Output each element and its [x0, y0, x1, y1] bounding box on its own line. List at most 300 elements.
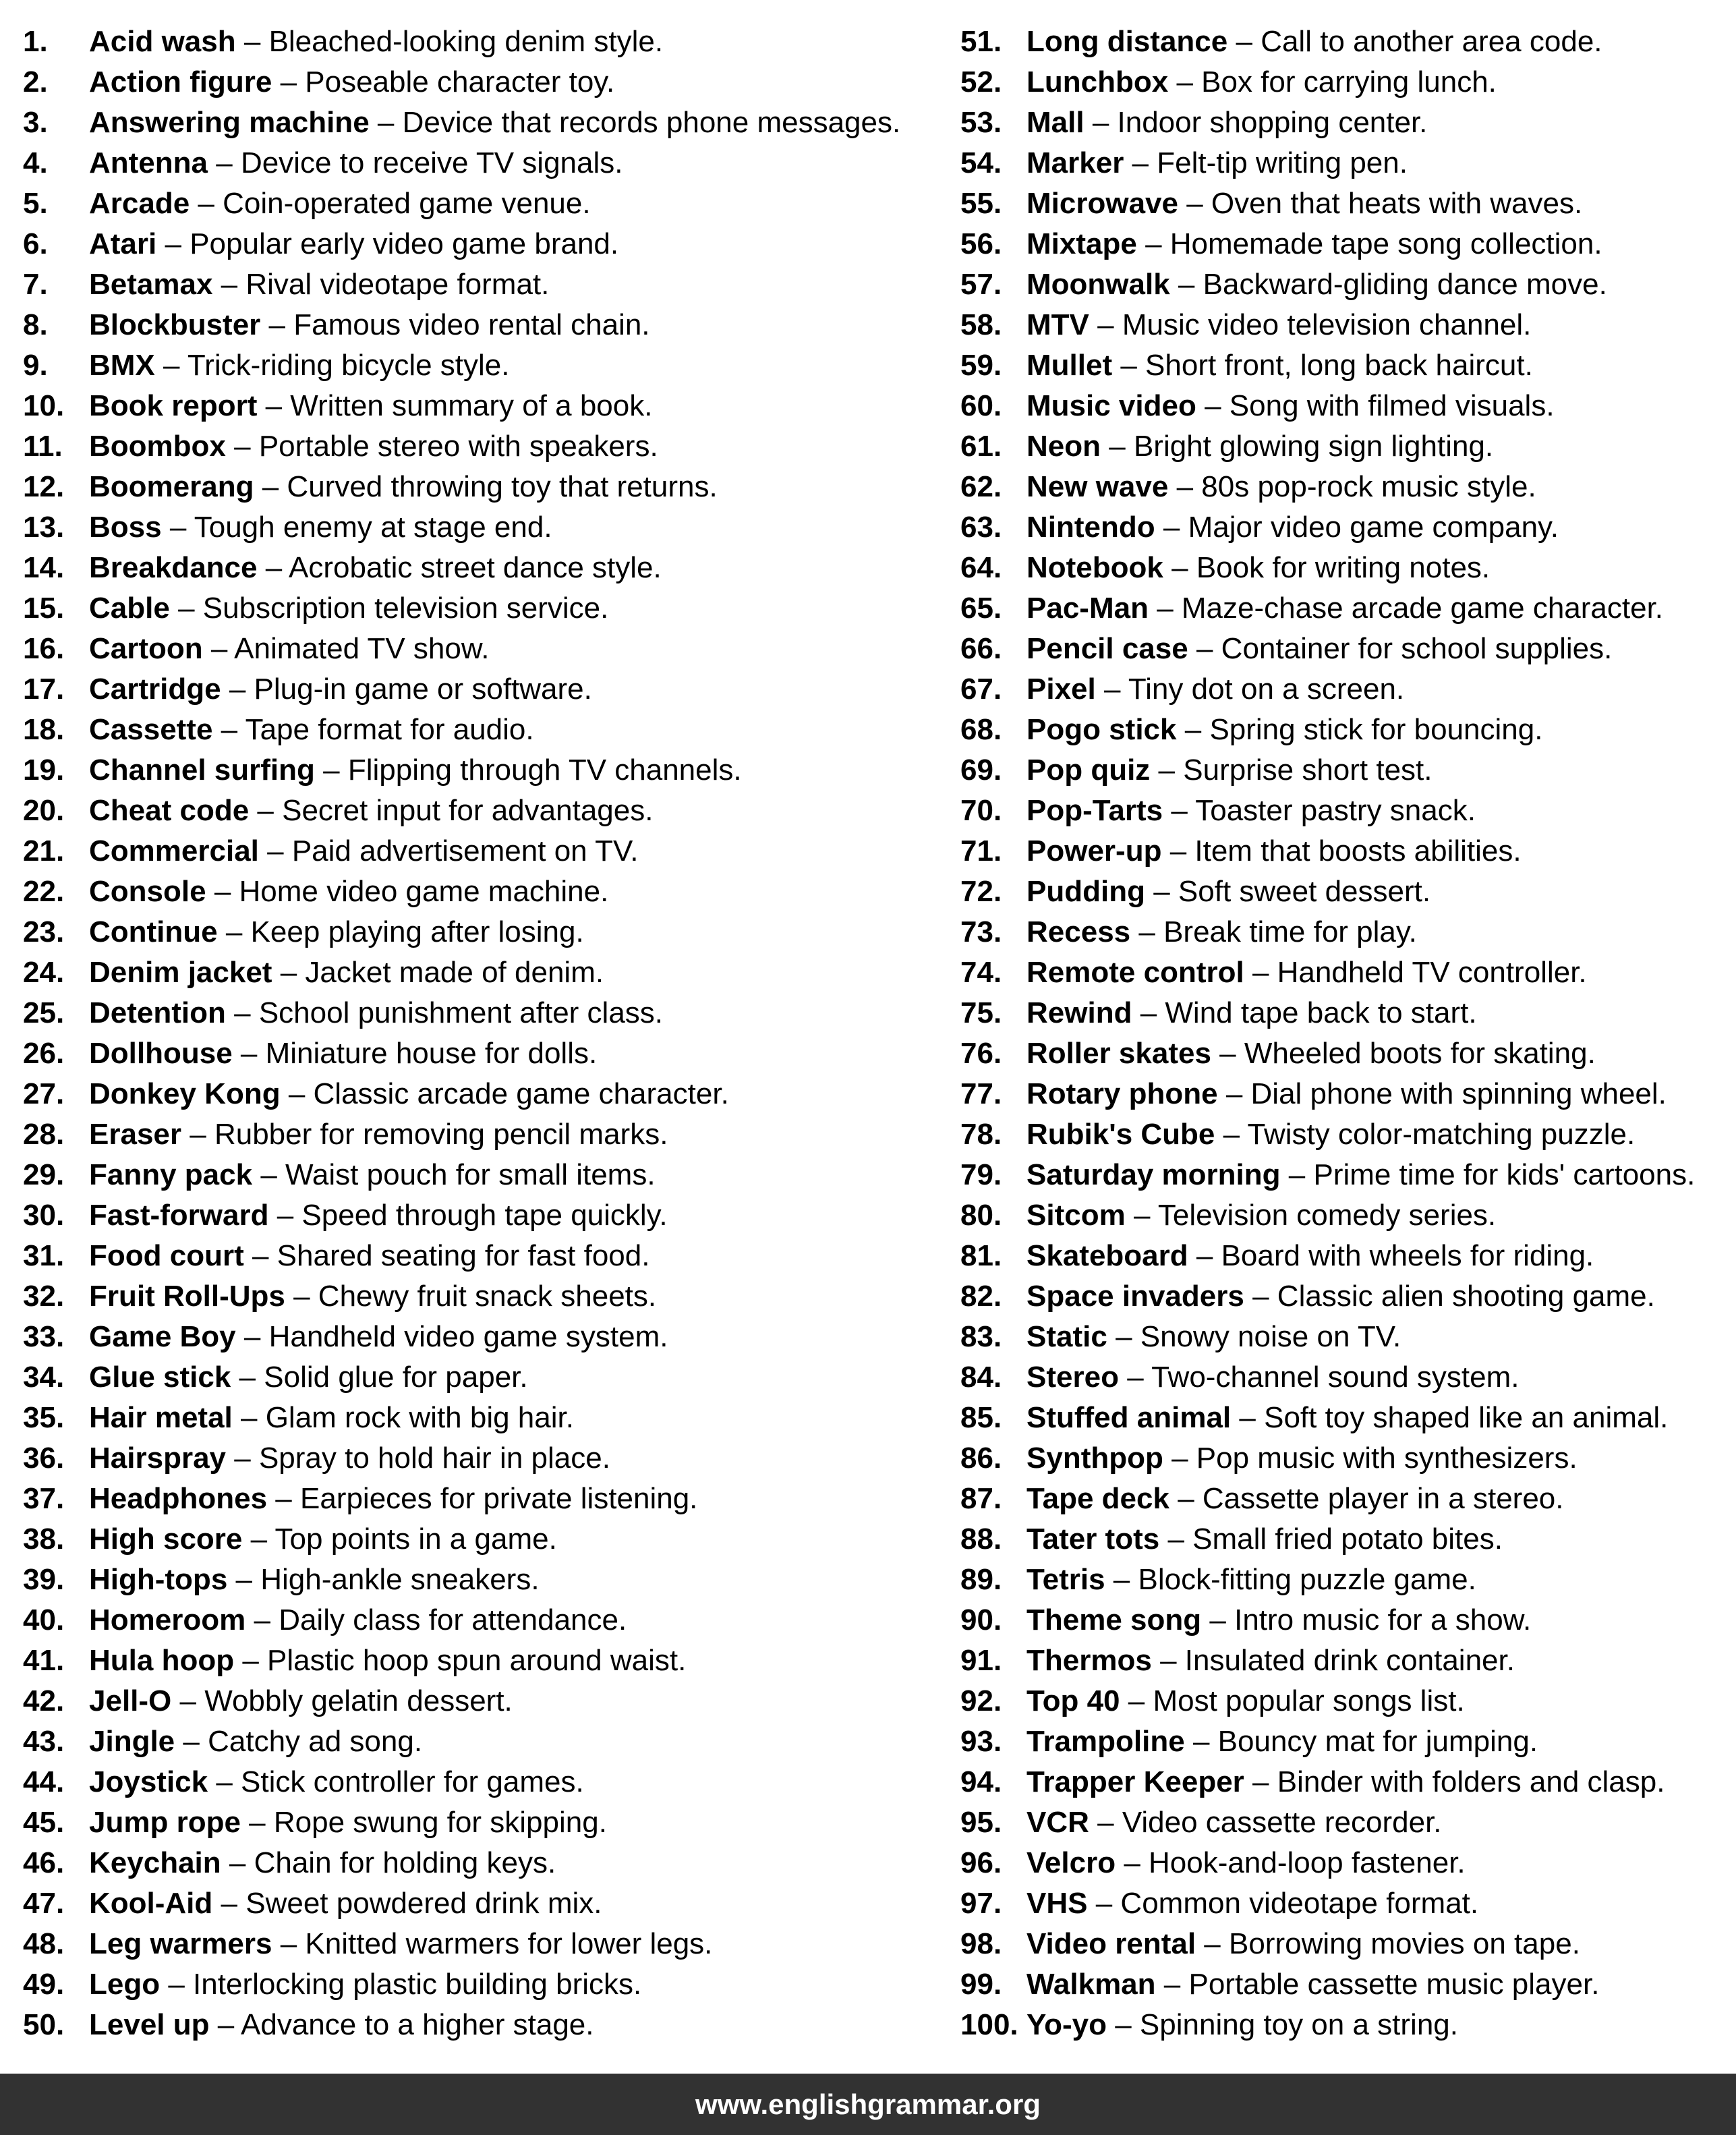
item-definition: Book for writing notes. [1196, 551, 1491, 584]
item-text [89, 1398, 574, 1438]
list-column-left [23, 22, 927, 2045]
item-term: Cartoon [89, 632, 203, 665]
item-number: 29. [23, 1158, 65, 1191]
item-number: 38. [23, 1522, 65, 1556]
item-number: 76. [960, 1037, 1002, 1070]
item-definition: Solid glue for paper. [264, 1361, 528, 1394]
item-separator: – [1204, 1927, 1229, 1960]
item-text [1026, 1721, 1538, 1762]
item-separator: – [1113, 1563, 1138, 1596]
item-number: 77. [960, 1077, 1002, 1110]
item-number: 90. [960, 1603, 1002, 1636]
item-term: Cheat code [89, 794, 250, 827]
item-number: 52. [960, 65, 1002, 98]
item-text [89, 952, 604, 993]
item-text [89, 1357, 528, 1398]
item-definition: Dial phone with spinning wheel. [1250, 1077, 1667, 1110]
item-separator: – [1223, 1118, 1248, 1151]
item-definition: Backward-gliding dance move. [1203, 268, 1607, 301]
item-separator: – [275, 1482, 300, 1515]
item-term: Atari [89, 227, 157, 260]
item-separator: – [1192, 1725, 1218, 1758]
list-item [23, 1357, 927, 1398]
item-separator: – [1153, 875, 1178, 908]
item-definition: Call to another area code. [1261, 25, 1602, 58]
item-separator: – [1178, 1482, 1203, 1515]
item-term: Detention [89, 996, 226, 1029]
list-item [23, 710, 927, 750]
item-number: 5. [23, 187, 48, 220]
item-separator: – [265, 389, 291, 422]
item-term: Pop-Tarts [1026, 794, 1163, 827]
item-term: Mullet [1026, 349, 1113, 382]
item-definition: Major video game company. [1188, 511, 1559, 544]
item-term: Lunchbox [1026, 65, 1169, 98]
item-term: Mall [1026, 106, 1084, 139]
item-definition: Classic alien shooting game. [1277, 1280, 1655, 1313]
list-item [960, 1641, 1729, 1681]
item-definition: Video cassette recorder. [1122, 1806, 1442, 1839]
item-number: 63. [960, 511, 1002, 544]
list-item [23, 2005, 927, 2045]
item-text [1026, 183, 1582, 224]
item-number: 21. [23, 834, 65, 867]
item-definition: Felt-tip writing pen. [1157, 146, 1408, 179]
item-text [89, 912, 584, 952]
item-separator: – [293, 1280, 318, 1313]
item-text [1026, 224, 1602, 264]
item-text [89, 710, 534, 750]
item-term: Velcro [1026, 1846, 1116, 1879]
item-separator: – [240, 1037, 266, 1070]
list-item [960, 345, 1729, 386]
item-term: Eraser [89, 1118, 182, 1151]
item-separator: – [1176, 65, 1202, 98]
list-item [960, 1560, 1729, 1600]
item-text [89, 264, 549, 305]
item-definition: Chewy fruit snack sheets. [318, 1280, 657, 1313]
item-separator: – [235, 1563, 261, 1596]
list-item [23, 872, 927, 912]
item-text [1026, 1114, 1635, 1155]
item-number: 17. [23, 673, 65, 706]
item-definition: Keep playing after losing. [250, 915, 584, 948]
item-number: 7. [23, 268, 48, 301]
item-term: Video rental [1026, 1927, 1196, 1960]
item-term: Denim jacket [89, 956, 272, 989]
item-number: 8. [23, 308, 48, 341]
item-definition: Homemade tape song collection. [1169, 227, 1602, 260]
item-definition: Handheld TV controller. [1277, 956, 1587, 989]
item-separator: – [254, 1603, 279, 1636]
item-definition: Popular early video game brand. [190, 227, 619, 260]
item-number: 55. [960, 187, 1002, 220]
list-item [23, 831, 927, 872]
item-separator: – [1205, 389, 1229, 422]
item-separator: – [234, 430, 259, 463]
item-separator: – [1095, 1887, 1121, 1920]
item-separator: – [183, 1725, 208, 1758]
list-item [960, 872, 1729, 912]
item-definition: Oven that heats with waves. [1211, 187, 1583, 220]
item-text [1026, 1641, 1515, 1681]
list-item [23, 426, 927, 467]
item-text [1026, 1762, 1665, 1802]
list-item [960, 62, 1729, 103]
item-text [89, 872, 608, 912]
item-number: 71. [960, 834, 1002, 867]
item-term: Leg warmers [89, 1927, 272, 1960]
list-item [23, 1560, 927, 1600]
item-term: Walkman [1026, 1968, 1156, 2001]
list-item [960, 791, 1729, 831]
item-separator: – [214, 875, 239, 908]
item-text [89, 22, 663, 62]
item-term: Boomerang [89, 470, 254, 503]
item-separator: – [1163, 511, 1188, 544]
list-item [23, 669, 927, 710]
item-number: 53. [960, 106, 1002, 139]
item-term: Yo-yo [1026, 2008, 1107, 2041]
item-separator: – [1133, 1199, 1158, 1232]
item-text [1026, 710, 1542, 750]
item-term: Notebook [1026, 551, 1163, 584]
item-text [89, 1802, 607, 1843]
item-separator: – [1171, 794, 1196, 827]
list-item [23, 305, 927, 345]
item-text [1026, 386, 1555, 426]
item-number: 78. [960, 1118, 1002, 1151]
item-number: 14. [23, 551, 65, 584]
item-term: Stuffed animal [1026, 1401, 1232, 1434]
item-term: Tape deck [1026, 1482, 1169, 1515]
item-definition: Wheeled boots for skating. [1244, 1037, 1596, 1070]
item-separator: – [242, 1644, 268, 1677]
item-number: 10. [23, 389, 65, 422]
item-separator: – [1128, 1684, 1153, 1717]
item-separator: – [267, 834, 292, 867]
item-separator: – [234, 1442, 259, 1475]
item-text [89, 1033, 597, 1074]
item-term: Nintendo [1026, 511, 1155, 544]
item-term: Game Boy [89, 1320, 236, 1353]
item-text [1026, 1924, 1580, 1964]
item-separator: – [1092, 106, 1118, 139]
item-definition: Paid advertisement on TV. [291, 834, 639, 867]
item-separator: – [288, 1077, 314, 1110]
item-text [89, 1560, 540, 1600]
item-definition: Soft sweet dessert. [1178, 875, 1431, 908]
list-item [960, 507, 1729, 548]
list-item [960, 1438, 1729, 1479]
item-term: Food court [89, 1239, 244, 1272]
item-number: 67. [960, 673, 1002, 706]
item-term: Level up [89, 2008, 210, 2041]
item-definition: Advance to a higher stage. [241, 2008, 594, 2041]
footer-url[interactable]: www.englishgrammar.org [695, 2088, 1041, 2120]
item-separator: – [268, 308, 294, 341]
item-text [1026, 993, 1477, 1033]
item-separator: – [280, 956, 306, 989]
item-text [1026, 912, 1417, 952]
item-separator: – [1171, 551, 1196, 584]
item-text [1026, 1357, 1519, 1398]
item-term: Pop quiz [1026, 753, 1151, 787]
item-text [89, 345, 510, 386]
item-definition: Block-fitting puzzle game. [1138, 1563, 1476, 1596]
item-definition: Acrobatic street dance style. [289, 551, 662, 584]
item-definition: Cassette player in a stereo. [1202, 1482, 1564, 1515]
item-number: 19. [23, 753, 65, 787]
item-term: Pixel [1026, 673, 1096, 706]
list-item [23, 588, 927, 629]
item-separator: – [1186, 187, 1211, 220]
item-text [89, 305, 650, 345]
list-item [960, 1317, 1729, 1357]
item-text [1026, 629, 1612, 669]
item-term: Jell-O [89, 1684, 172, 1717]
item-number: 22. [23, 875, 65, 908]
item-separator: – [243, 1320, 269, 1353]
list-item [960, 1276, 1729, 1317]
item-term: Cable [89, 592, 170, 625]
item-number: 86. [960, 1442, 1002, 1475]
item-term: Cartridge [89, 673, 221, 706]
item-definition: Snowy noise on TV. [1140, 1320, 1401, 1353]
item-term: Fanny pack [89, 1158, 253, 1191]
item-term: Antenna [89, 146, 208, 179]
item-number: 69. [960, 753, 1002, 787]
item-number: 95. [960, 1806, 1002, 1839]
list-item [960, 993, 1729, 1033]
item-definition: Insulated drink container. [1184, 1644, 1515, 1677]
item-term: Sitcom [1026, 1199, 1126, 1232]
item-definition: Rope swung for skipping. [273, 1806, 607, 1839]
item-number: 33. [23, 1320, 65, 1353]
item-number: 46. [23, 1846, 65, 1879]
item-separator: – [221, 713, 245, 746]
item-term: Book report [89, 389, 258, 422]
list-item [960, 1883, 1729, 1924]
item-text [1026, 952, 1587, 993]
item-separator: – [1140, 996, 1165, 1029]
item-number: 61. [960, 430, 1002, 463]
item-term: Marker [1026, 146, 1124, 179]
item-definition: Earpieces for private listening. [299, 1482, 698, 1515]
item-text [1026, 1398, 1668, 1438]
item-term: Pogo stick [1026, 713, 1177, 746]
item-number: 85. [960, 1401, 1002, 1434]
list-item [23, 1721, 927, 1762]
item-separator: – [1124, 1846, 1149, 1879]
item-text [89, 548, 662, 588]
item-separator: – [243, 25, 269, 58]
list-item [23, 386, 927, 426]
list-item [960, 1398, 1729, 1438]
item-term: Headphones [89, 1482, 268, 1515]
item-separator: – [217, 2008, 241, 2041]
item-term: Tetris [1026, 1563, 1105, 1596]
item-separator: – [280, 65, 306, 98]
list-item [960, 1155, 1729, 1195]
item-definition: Soft toy shaped like an animal. [1264, 1401, 1669, 1434]
item-definition: Plug-in game or software. [254, 673, 592, 706]
item-separator: – [262, 470, 287, 503]
item-separator: – [169, 511, 194, 544]
item-number: 58. [960, 308, 1002, 341]
item-number: 65. [960, 592, 1002, 625]
item-definition: Twisty color-matching puzzle. [1247, 1118, 1636, 1151]
item-definition: Wind tape back to start. [1165, 996, 1477, 1029]
list-item [23, 1074, 927, 1114]
item-term: New wave [1026, 470, 1169, 503]
item-text [89, 1438, 610, 1479]
list-item [23, 183, 927, 224]
list-item [23, 1883, 927, 1924]
footer-bar [0, 2074, 1736, 2135]
item-text [1026, 305, 1531, 345]
item-definition: Item that boosts abilities. [1194, 834, 1522, 867]
item-separator: – [1160, 1644, 1185, 1677]
item-definition: Bright glowing sign lighting. [1133, 430, 1494, 463]
item-text [1026, 588, 1663, 629]
list-item [960, 1519, 1729, 1560]
item-term: Arcade [89, 187, 190, 220]
item-definition: Device that records phone messages. [402, 106, 901, 139]
item-term: MTV [1026, 308, 1089, 341]
item-definition: Spray to hold hair in place. [258, 1442, 610, 1475]
item-number: 36. [23, 1442, 65, 1475]
item-definition: Rubber for removing pencil marks. [214, 1118, 668, 1151]
list-item [960, 710, 1729, 750]
list-item [960, 1236, 1729, 1276]
item-term: Donkey Kong [89, 1077, 281, 1110]
item-definition: Tape format for audio. [245, 713, 534, 746]
item-definition: Coin-operated game venue. [223, 187, 591, 220]
item-text [1026, 264, 1607, 305]
item-term: Betamax [89, 268, 213, 301]
item-definition: Two-channel sound system. [1151, 1361, 1520, 1394]
list-item [23, 1438, 927, 1479]
item-term: Pencil case [1026, 632, 1188, 665]
list-item [23, 1762, 927, 1802]
item-text [89, 1843, 556, 1883]
item-separator: – [241, 1401, 266, 1434]
item-definition: Break time for play. [1163, 915, 1417, 948]
list-item [960, 224, 1729, 264]
item-separator: – [190, 1118, 214, 1151]
item-separator: – [1116, 1320, 1140, 1353]
item-term: High-tops [89, 1563, 228, 1596]
item-number: 60. [960, 389, 1002, 422]
item-number: 3. [23, 106, 48, 139]
list-item [23, 1033, 927, 1074]
item-term: Fast-forward [89, 1199, 269, 1232]
item-number: 98. [960, 1927, 1002, 1960]
item-number: 64. [960, 551, 1002, 584]
list-item [960, 103, 1729, 143]
item-separator: – [239, 1361, 264, 1394]
item-definition: Hook-and-loop fastener. [1149, 1846, 1466, 1879]
list-item [23, 1519, 927, 1560]
item-definition: Speed through tape quickly. [301, 1199, 668, 1232]
item-definition: Interlocking plastic building bricks. [193, 1968, 642, 2001]
item-number: 70. [960, 794, 1002, 827]
item-separator: – [1252, 956, 1277, 989]
item-term: Thermos [1026, 1644, 1152, 1677]
item-definition: Daily class for attendance. [279, 1603, 627, 1636]
item-separator: – [1127, 1361, 1152, 1394]
item-term: Remote control [1026, 956, 1244, 989]
item-separator: – [1132, 146, 1157, 179]
item-separator: – [1109, 430, 1134, 463]
list-item [960, 143, 1729, 183]
item-text [1026, 426, 1493, 467]
list-item [960, 1357, 1729, 1398]
item-separator: – [1097, 308, 1122, 341]
item-term: Hairspray [89, 1442, 227, 1475]
item-term: Fruit Roll-Ups [89, 1280, 285, 1313]
item-term: Recess [1026, 915, 1131, 948]
item-separator: – [249, 1806, 274, 1839]
item-text [89, 669, 592, 710]
item-text [89, 993, 663, 1033]
list-item [23, 1964, 927, 2005]
item-number: 89. [960, 1563, 1002, 1596]
item-text [1026, 103, 1427, 143]
item-separator: – [277, 1199, 302, 1232]
item-number: 48. [23, 1927, 65, 1960]
item-number: 49. [23, 1968, 65, 2001]
item-text [1026, 1074, 1667, 1114]
item-text [89, 1721, 422, 1762]
item-separator: – [1252, 1280, 1277, 1313]
item-separator: – [1138, 915, 1164, 948]
item-term: Space invaders [1026, 1280, 1244, 1313]
item-number: 92. [960, 1684, 1002, 1717]
item-definition: Toaster pastry snack. [1195, 794, 1476, 827]
item-number: 97. [960, 1887, 1002, 1920]
item-text [89, 224, 618, 264]
item-separator: – [1288, 1158, 1314, 1191]
item-definition: Surprise short test. [1183, 753, 1433, 787]
item-definition: Wobbly gelatin dessert. [204, 1684, 513, 1717]
item-number: 41. [23, 1644, 65, 1677]
item-definition: Sweet powdered drink mix. [245, 1887, 602, 1920]
list-item [960, 1681, 1729, 1721]
item-term: Top 40 [1026, 1684, 1120, 1717]
item-definition: Catchy ad song. [208, 1725, 423, 1758]
item-term: Boombox [89, 430, 226, 463]
item-text [1026, 345, 1533, 386]
item-definition: Tough enemy at stage end. [194, 511, 552, 544]
item-definition: Portable stereo with speakers. [258, 430, 658, 463]
item-term: Microwave [1026, 187, 1178, 220]
item-number: 2. [23, 65, 48, 98]
item-number: 88. [960, 1522, 1002, 1556]
item-term: Lego [89, 1968, 161, 2001]
item-number: 83. [960, 1320, 1002, 1353]
list-item [960, 831, 1729, 872]
item-definition: Glam rock with big hair. [265, 1401, 574, 1434]
item-term: Action figure [89, 65, 272, 98]
item-text [89, 183, 591, 224]
item-number: 28. [23, 1118, 65, 1151]
item-definition: Portable cassette music player. [1188, 1968, 1600, 2001]
list-item [23, 224, 927, 264]
item-text [89, 143, 623, 183]
item-number: 12. [23, 470, 65, 503]
